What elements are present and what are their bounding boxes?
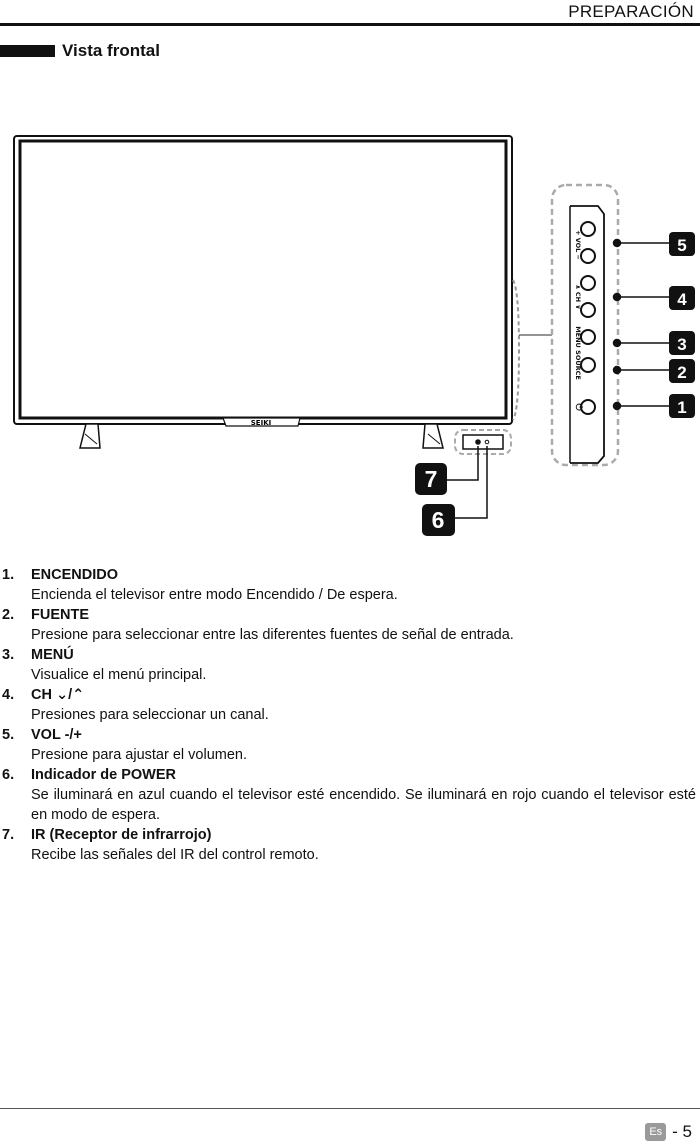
item-title: CH ⌄/⌃: [31, 687, 85, 703]
item-number: 4.: [2, 687, 15, 703]
language-badge: Es: [645, 1123, 666, 1141]
item-number: 3.: [2, 647, 15, 663]
leader-6: [455, 446, 487, 518]
page-number: - 5: [672, 1122, 692, 1141]
page-header-title: PREPARACIÓN: [568, 2, 694, 21]
list-item: [0, 645, 700, 685]
item-title: IR (Receptor de infrarrojo): [31, 827, 212, 843]
vol-down-button-icon: [581, 249, 595, 263]
item-title: VOL -/+: [31, 727, 82, 743]
menu-label: MENU: [574, 326, 582, 348]
callout-5: 5: [677, 236, 687, 255]
list-item: [0, 565, 700, 605]
callout-1: 1: [677, 398, 687, 417]
indicator-window: [463, 435, 503, 449]
footer: [645, 1121, 692, 1143]
item-title: ENCENDIDO: [31, 567, 119, 583]
item-number: 6.: [2, 767, 15, 783]
item-title: MENÚ: [31, 647, 74, 663]
vol-label: + VOL −: [574, 229, 582, 261]
item-number: 1.: [2, 567, 15, 583]
ch-up-button-icon: [581, 276, 595, 290]
leader-7: [447, 446, 478, 480]
callout-4: 4: [677, 290, 687, 309]
section-title: Vista frontal: [62, 41, 160, 60]
item-description: Presione para seleccionar entre las diferentes fuentes de señal de entrada.: [31, 627, 514, 643]
list-item: [0, 605, 700, 645]
callout-6: 6: [431, 507, 445, 533]
list-item: [0, 685, 700, 725]
ch-label: ∧ CH ∨: [574, 284, 582, 310]
left-stand: [80, 424, 100, 448]
item-description: Encienda el televisor entre modo Encendido / De espera.: [31, 587, 398, 603]
tv-screen: [20, 141, 506, 418]
list-item: [0, 725, 700, 765]
power-label: ⏻: [573, 403, 583, 411]
footer-rule: [0, 1108, 700, 1109]
source-label: SOURCE: [574, 350, 582, 380]
item-number: 5.: [2, 727, 15, 743]
tv-front-view-diagram: [0, 0, 700, 560]
right-stand: [423, 424, 443, 448]
list-item: [0, 825, 700, 865]
item-description: Recibe las señales del IR del control remoto.: [31, 847, 319, 863]
callout-3: 3: [677, 335, 687, 354]
side-button-zone: [513, 280, 519, 420]
item-title: Indicador de POWER: [31, 767, 177, 783]
menu-button-icon: [581, 330, 595, 344]
ch-down-button-icon: [581, 303, 595, 317]
list-item: [0, 765, 700, 825]
item-number: 2.: [2, 607, 15, 623]
item-description: Presione para ajustar el volumen.: [31, 747, 248, 763]
brand-logo: SEIKI: [250, 419, 272, 427]
item-description: Presiones para seleccionar un canal.: [31, 707, 269, 723]
source-button-icon: [581, 358, 595, 372]
item-description: Visualice el menú principal.: [31, 667, 207, 683]
callout-7: 7: [424, 466, 438, 492]
callout-2: 2: [677, 363, 687, 382]
ir-receptor-dot: [475, 439, 481, 445]
item-title: FUENTE: [31, 607, 89, 623]
vol-up-button-icon: [581, 222, 595, 236]
item-number: 7.: [2, 827, 15, 843]
item-description: Se iluminará en azul cuando el televisor esté encendido. Se iluminará en rojo cuando el televisor esté en modo de espera.: [31, 787, 696, 823]
feature-list: [0, 565, 700, 865]
